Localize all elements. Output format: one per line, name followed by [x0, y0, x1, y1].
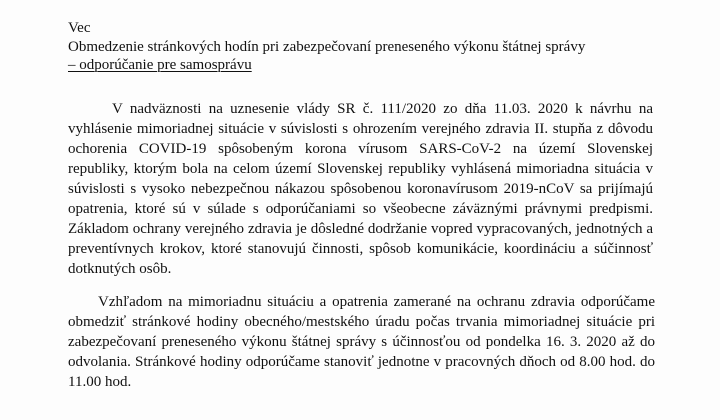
- body-paragraph-2: Vzhľadom na mimoriadnu situáciu a opatrenia zamerané na ochranu zdravia odporúčame obmedziť stránkové hodiny obecného/mestského úradu počas trvania mimoriadnej situácie pri zabezpečovaní preneseného výkonu štátnej správy s účinnosťou od pondelka 16. 3. 2020 až do odvolania. Stránkové hodiny odporúčame stanoviť jednotne v pracovných dňoch od 8.00 hod. do 11.00 hod.: [68, 294, 655, 390]
- subject-label: Vec: [68, 20, 91, 36]
- body-paragraph-1: V nadväznosti na uznesenie vlády SR č. 111/2020 zo dňa 11.03. 2020 k návrhu na vyhlásenie mimoriadnej situácie v súvislosti s ohrozením verejného zdravia II. stupňa z dôvodu ochorenia COVID-19 spôsobeným korona vírusom SARS-CoV-2 na území Slovenskej republiky, ktorým bola na celom území Slovenskej republiky vyhlásená mimoriadna situácia v súvislosti s vysoko nebezpečnou nákazou spôsobenou koronavírusom 2019-nCoV sa prijímajú opatrenia, ktoré sú v súlade s odporúčaniami so všeobecne záväznými právnymi predpismi. Základom ochrany verejného zdravia je dôsledné dodržanie vopred vypracovaných, jednotných a preventívnych krokov, ktoré stanovujú činnosti, spôsob komunikácie, koordináciu a súčinnosť dotknutých osôb.: [68, 101, 653, 277]
- subject-title-line-1: Obmedzenie stránkových hodín pri zabezpečovaní preneseného výkonu štátnej správy: [68, 39, 586, 55]
- subject-title-line-2: – odporúčanie pre samosprávu: [68, 57, 252, 73]
